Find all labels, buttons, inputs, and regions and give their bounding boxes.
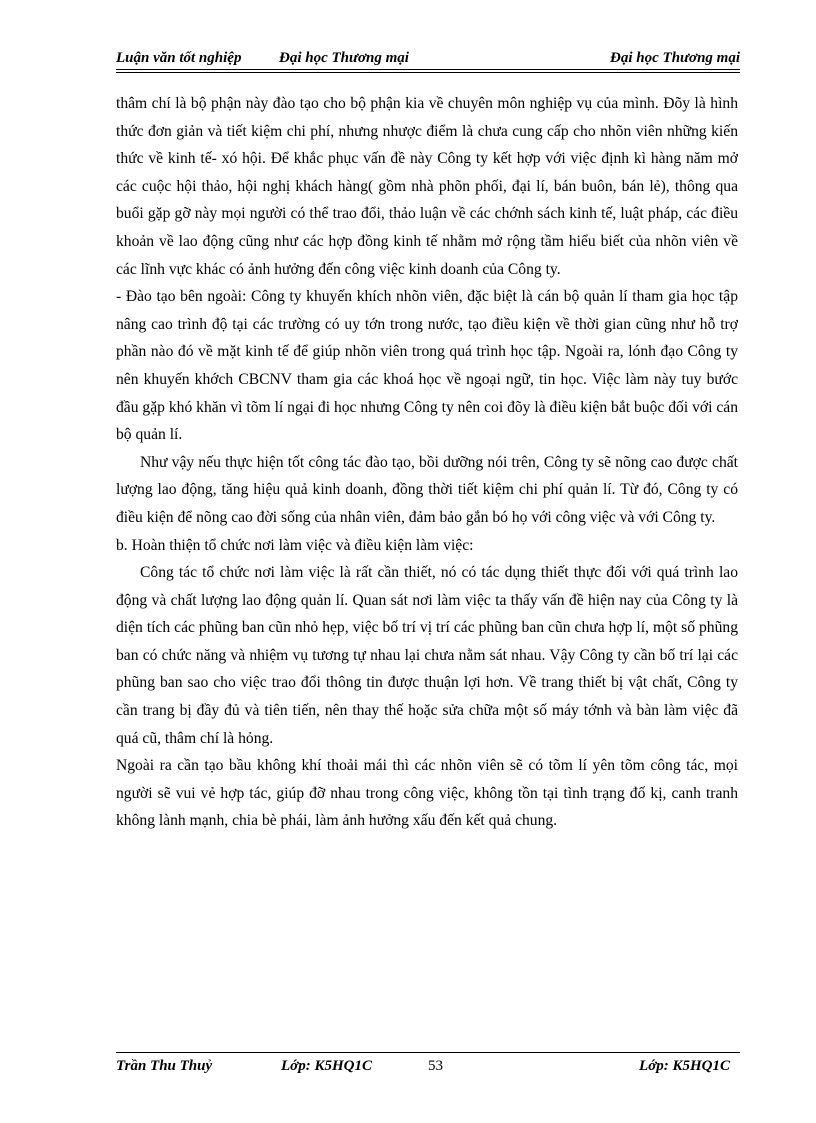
paragraph-training-external: - Đào tạo bên ngoài: Công ty khuyến khích nhõn viên, đặc biệt là cán bộ quản lí tham gia học tập nâng cao trình độ tại các trường có uy tớn trong nước, tạo điều kiện về thời gian cũng như hỗ trợ phần nào đó về mặt kinh tế để giúp nhõn viên trong quá trình học tập. Ngoài ra, lónh đạo Công ty nên khuyến khớch CBCNV tham gia các khoá học về ngoại ngữ, tin học. Việc làm này tuy bước đầu gặp khó khăn vì tõm lí ngại đi học nhưng Công ty nên coi đõy là điều kiện bắt buộc đối với cán bộ quản lí. <box>116 288 738 444</box>
footer-author: Trần Thu Thuỷ <box>116 1058 213 1074</box>
paragraph-training-summary: Như vậy nếu thực hiện tốt công tác đào tạo, bồi dưỡng nói trên, Công ty sẽ nõng cao được chất lượng lao động, tăng hiệu quả kinh doanh, đồng thời tiết kiệm chi phí quản lí. Từ đó, Công ty có điều kiện để nõng cao đời sống của nhân viên, đảm bảo gắn bó họ với công việc và với Công ty. <box>116 453 738 526</box>
footer-class-right: Lớp: K5HQ1C <box>639 1058 730 1074</box>
section-heading-b: b. Hoàn thiện tổ chức nơi làm việc và điều kiện làm việc: <box>116 536 474 554</box>
paragraph-training-internal: thâm chí là bộ phận này đào tạo cho bộ phận kia về chuyên môn nghiệp vụ của mình. Đõy là hình thức đơn giản và tiết kiệm chi phí, nhưng nhược điểm là chưa cung cấp cho nhõn viên những kiến thức về kinh tế- xó hội. Để khắc phục vấn đề này Công ty kết hợp với việc định kì hàng năm mở các cuộc hội thảo, hội nghị khách hàng( gồm nhà phõn phối, đại lí, bán buôn, bán lẻ), thông qua buổi gặp gỡ này mọi người có thể trao đổi, thảo luận về các chớnh sách kinh tế, luật pháp, các điều khoản về lao động cũng như các hợp đồng kinh tế nhằm mở rộng tầm hiểu biết của nhõn viên về các lĩnh vực khác có ảnh hưởng đến công việc kinh doanh của Công ty. <box>116 95 738 278</box>
paragraph-workplace-organization: Công tác tổ chức nơi làm việc là rất cần thiết, nó có tác dụng thiết thực đối với quá trình lao động và chất lượng lao động quản lí. Quan sát nơi làm việc ta thấy vấn đề hiện nay của Công ty là diện tích các phũng ban cũn nhỏ hẹp, việc bố trí vị trí các phũng ban cũn chưa hợp lí, một số phũng ban có chức năng và nhiệm vụ tương tự nhau lại chưa nằm sát nhau. Vậy Công ty cần bố trí lại các phũng ban sao cho việc trao đổi thông tin được thuận lợi hơn. Về trang thiết bị vật chất, Công ty cần trang bị đầy đủ và tiên tiến, nên thay thế hoặc sửa chữa một số máy tớnh và bàn làm việc đã quá cũ, thâm chí là hỏng. <box>116 564 738 747</box>
footer-class-left: Lớp: K5HQ1C <box>281 1058 372 1074</box>
header-rule-thin <box>116 72 740 73</box>
header-rule-thick <box>116 69 740 70</box>
header-right-text: Đại học Thương mại <box>610 50 740 66</box>
page-number: 53 <box>428 1058 443 1074</box>
page-footer <box>116 1058 740 1078</box>
page-header <box>116 50 740 70</box>
paragraph-work-atmosphere: Ngoài ra cần tạo bầu không khí thoải mái thì các nhõn viên sẽ có tõm lí yên tõm công tác, mọi người sẽ vui vẻ hợp tác, giúp đỡ nhau trong công việc, không tồn tại tình trạng đố kị, canh tranh không lành mạnh, chia bè phái, làm ảnh hưởng xấu đến kết quả chung. <box>116 757 738 830</box>
header-left-text: Luận văn tốt nghiệp <box>116 50 242 66</box>
document-body <box>116 90 738 835</box>
footer-rule <box>116 1052 740 1053</box>
header-middle-text: Đại học Thương mại <box>279 50 409 66</box>
